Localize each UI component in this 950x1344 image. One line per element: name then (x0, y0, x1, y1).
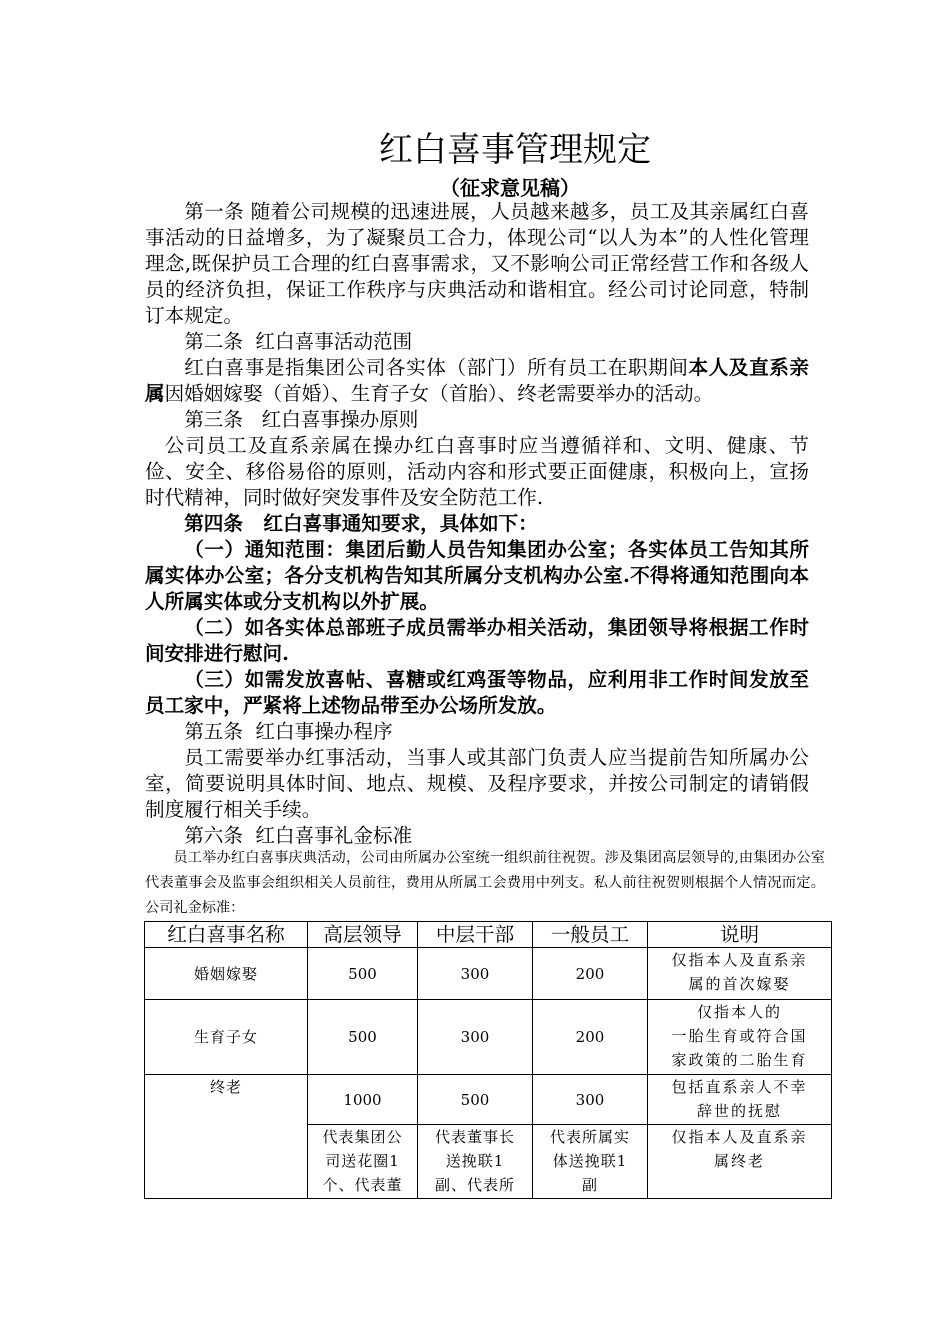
extra-line: 送挽联1 (445, 1152, 505, 1170)
extra-line: 代表集团公 (322, 1128, 403, 1146)
note-line: 仅指本人及直系亲 (671, 951, 808, 969)
article-3: 公司员工及直系亲属在操办红白喜事时应当遵循祥和、文明、健康、节俭、安全、移俗易俗的原则，活动内容和形式要正面健康，积极向上，宣扬时代精神，同时做好突发事件及安全防范工作. (145, 434, 809, 509)
article-3-heading: 第三条 红白喜事操办原则 (184, 408, 419, 431)
cell-staff: 200 (533, 1000, 648, 1075)
article-6-heading: 第六条 红白喜事礼金标准 (184, 824, 413, 847)
cell-senior: 500 (308, 948, 418, 1000)
article-4-item-3: （三）如需发放喜帖、喜糖或红鸡蛋等物品，应利用非工作时间发放至员工家中，严紧将上述物品带至办公场所发放。 (145, 668, 809, 717)
article-4-item-2: （二）如各实体总部班子成员需举办相关活动，集团领导将根据工作时间安排进行慰问. (145, 616, 809, 665)
table-row (145, 1075, 832, 1125)
cell-senior: 1000 (308, 1075, 418, 1125)
article-2-text-bold: 本人及直系亲属 (145, 356, 810, 405)
note-line: 属终老 (713, 1152, 765, 1170)
note-line: 家政策的二胎生育 (671, 1051, 808, 1069)
header-note: 说明 (648, 922, 832, 948)
cell-middle: 500 (418, 1075, 533, 1125)
cell-staff: 300 (533, 1075, 648, 1125)
table-row (145, 1000, 832, 1075)
table-row (145, 948, 832, 1000)
cell-note-extra (648, 1125, 832, 1199)
header-event-name: 红白喜事名称 (145, 922, 308, 948)
note-line: 辞世的抚慰 (696, 1102, 782, 1120)
cell-staff-extra (533, 1125, 648, 1199)
article-6-text (145, 846, 825, 921)
cell-middle-extra (418, 1125, 533, 1199)
extra-line: 个、代表董 (322, 1176, 403, 1194)
document-subtitle: （征求意见稿） (440, 176, 580, 200)
article-4-item-1: （一）通知范围：集团后勤人员告知集团办公室；各实体员工告知其所属实体办公室；各分支机构告知其所属分支机构办公室.不得将通知范围向本人所属实体或分支机构以外扩展。 (145, 538, 809, 613)
gift-money-table (144, 921, 832, 1199)
extra-line: 代表所属实 (549, 1128, 630, 1146)
document-body (145, 199, 809, 849)
extra-line: 副 (581, 1176, 598, 1194)
cell-event-name: 终老 (145, 1075, 308, 1199)
note-line: 包括直系亲人不幸 (671, 1078, 808, 1096)
note-line: 仅指本人的 (696, 1003, 782, 1021)
article-4-heading: 第四条 红白喜事通知要求，具体如下： (184, 512, 538, 535)
cell-senior: 500 (308, 1000, 418, 1075)
note-line: 一胎生育或符合国 (671, 1027, 808, 1045)
extra-line: 代表董事长 (434, 1128, 515, 1146)
note-line: 属的首次嫁娶 (688, 975, 791, 993)
article-1: 第一条 随着公司规模的迅速进展，人员越来越多，员工及其亲属红白喜事活动的日益增多，为了凝聚员工合力，体现公司“以人为本”的人性化管理理念,既保护员工合理的红白喜事需求，又不影响公司正常经营工作和各级人员的经济负担，保证工作秩序与庆典活动和谐相宜。经公司讨论同意，特制订本规定。 (145, 200, 809, 327)
cell-middle: 300 (418, 1000, 533, 1075)
header-middle: 中层干部 (418, 922, 533, 948)
cell-event-name: 婚姻嫁娶 (145, 948, 308, 1000)
article-2 (145, 355, 809, 407)
cell-event-name: 生育子女 (145, 1000, 308, 1075)
header-senior: 高层领导 (308, 922, 418, 948)
cell-note (648, 1075, 832, 1125)
note-line: 仅指本人及直系亲 (671, 1128, 808, 1146)
cell-middle: 300 (418, 948, 533, 1000)
article-5: 员工需要举办红事活动，当事人或其部门负责人应当提前告知所属办公室，简要说明具体时间、地点、规模、及程序要求，并按公司制定的请销假制度履行相关手续。 (145, 746, 809, 821)
article-2-heading: 第二条 红白喜事活动范围 (184, 330, 413, 353)
extra-line: 副、代表所 (434, 1176, 515, 1194)
cell-note (648, 1000, 832, 1075)
article-5-heading: 第五条 红白事操办程序 (184, 720, 393, 743)
header-staff: 一般员工 (533, 922, 648, 948)
extra-line: 体送挽联1 (552, 1152, 628, 1170)
cell-senior-extra (308, 1125, 418, 1199)
article-2-text-post: 因婚姻嫁娶（首婚）、生育子女（首胎）、终老需要举办的活动。 (164, 382, 714, 405)
article-6-paragraph: 员工举办红白喜事庆典活动，公司由所属办公室统一组织前往祝贺。涉及集团高层领导的,由集团办公室代表董事会及监事会组织相关人员前往，费用从所属工会费用中列支。私人前往祝贺则根据个人情况而定。公司礼金标准： (145, 850, 825, 916)
extra-line: 司送花圈1 (325, 1152, 400, 1170)
cell-note (648, 948, 832, 1000)
table-header-row (145, 922, 832, 948)
document-title: 红白喜事管理规定 (379, 130, 651, 170)
article-2-text-pre: 红白喜事是指集团公司各实体（部门）所有员工在职期间 (184, 356, 689, 379)
cell-staff: 200 (533, 948, 648, 1000)
